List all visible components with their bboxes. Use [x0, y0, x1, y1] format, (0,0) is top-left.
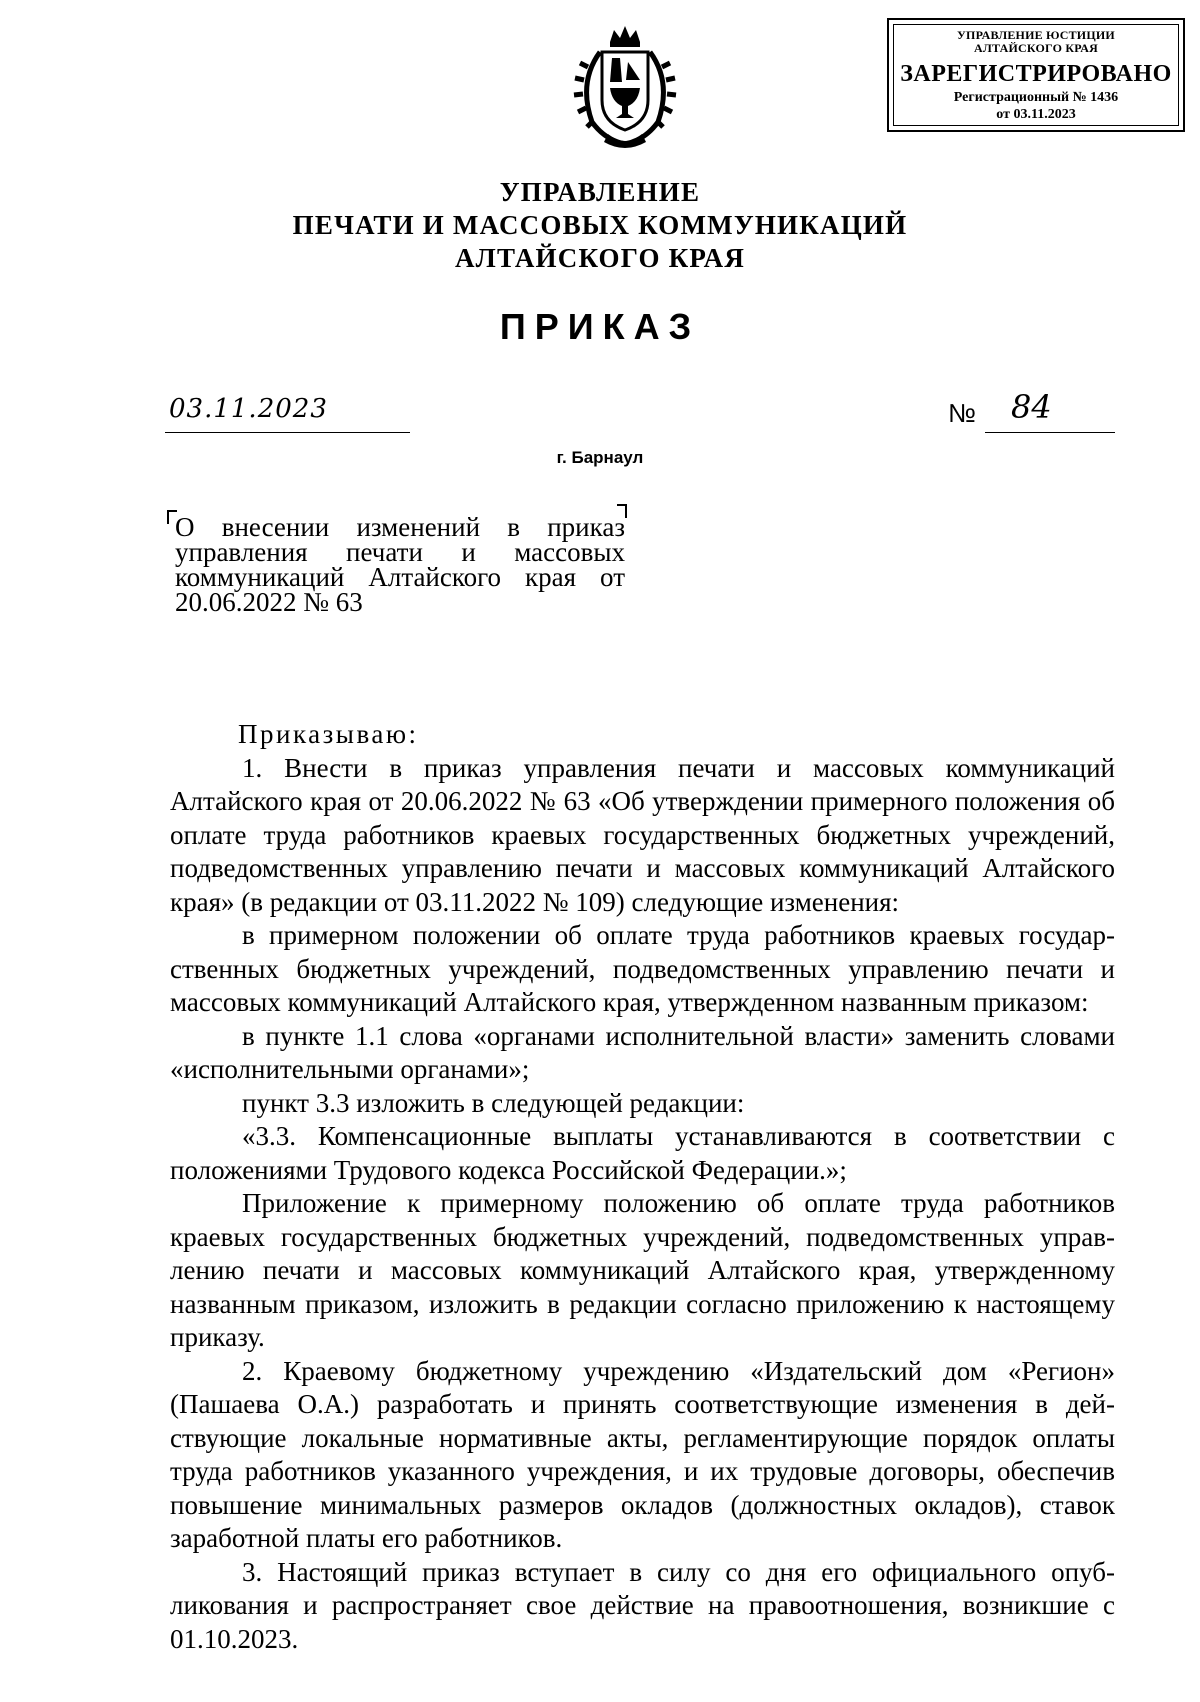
body-paragraph: 1. Внести в приказ управления печати и массовых коммуникаций Алтайского края от 20.06.2022 № 63 «Об утверждении примерного положения об оплате труда работников краевых государственных бюджетных учреждений, подведомственных управлению печати и массовых коммуникаций Алтайского края» (в редакции от 03.11.2022 № 109) следующие изменения: — [170, 752, 1115, 917]
body-paragraph: 3. Настоящий приказ вступает в силу со дня его официального опубликования и распространяет свое действие на правоотношения, возникшие с 01.10.2023. — [170, 1556, 1115, 1654]
stamp-organization — [894, 29, 1178, 55]
stamp-reg-number: Регистрационный № 1436 — [953, 90, 1119, 105]
stamp-org-line2: АЛТАЙСКОГО КРАЯ — [974, 41, 1098, 55]
body-paragraph: Приложение к примерному положению об оплате труда работников краевых государственных бюджетных учреждений, подведомственных управлению печати и массовых коммуникаций Алтайского края, утвержденному названным приказом, изложить в редакции согласно приложению к настоящему приказу. — [170, 1188, 1115, 1352]
number-field — [985, 388, 1115, 433]
org-title-line1: УПРАВЛЕНИЕ — [499, 177, 701, 207]
handwritten-number: 84 — [1011, 388, 1052, 426]
document-body — [170, 718, 1115, 1656]
body-paragraph: пункт 3.3 изложить в следующей редакции: — [242, 1087, 745, 1118]
coat-of-arms-emblem — [570, 22, 680, 152]
registration-stamp — [887, 18, 1185, 132]
body-paragraph: «3.3. Компенсационные выплаты устанавливаются в соответствии с положениями Трудового кодекса Российской Федерации.»; — [170, 1121, 1115, 1185]
stamp-inner-border — [893, 24, 1179, 126]
org-title-line3: АЛТАЙСКОГО КРАЯ — [454, 243, 746, 273]
body-paragraph: в примерном положении об оплате труда работников краевых государственных бюджетных учреждений, подведомственных управлению печати и массовых коммуникаций Алтайского края, утвержденном названным приказом: — [170, 920, 1115, 1017]
date-field — [165, 396, 410, 433]
document-type: ПРИКАЗ — [499, 306, 701, 347]
org-title-line2: ПЕЧАТИ И МАССОВЫХ КОММУНИКАЦИЙ — [292, 210, 908, 240]
stamp-org-line1: УПРАВЛЕНИЕ ЮСТИЦИИ — [957, 28, 1115, 42]
number-label: № — [948, 398, 976, 428]
city: г. Барнаул — [556, 448, 644, 467]
organization-title — [200, 176, 1000, 275]
subject-text: О внесении изменений в приказ управления печати и массовых коммуникаций Алтайского края от 20.06.2022 № 63 — [175, 512, 625, 617]
order-word: Приказываю: — [238, 719, 419, 749]
body-paragraph: 2. Краевому бюджетному учреждению «Издательский дом «Регион» (Пашаева О.А.) разработать и принять соответствующие изменения в действующие локальные нормативные акты, регламентирующие порядок оплаты труда работников указанного учреждения, и их трудовые договоры, обеспечив повышение минимальных размеров окладов (должностных окладов), ставок заработной платы его работников. — [170, 1355, 1115, 1553]
handwritten-date: 03.11.2023 — [169, 394, 328, 424]
stamp-reg-date: от 03.11.2023 — [996, 107, 1076, 122]
stamp-status: ЗАРЕГИСТРИРОВАНО — [900, 61, 1172, 87]
body-paragraph: в пункте 1.1 слова «органами исполнительной власти» заменить словами «исполнительными органами»; — [170, 1020, 1115, 1084]
